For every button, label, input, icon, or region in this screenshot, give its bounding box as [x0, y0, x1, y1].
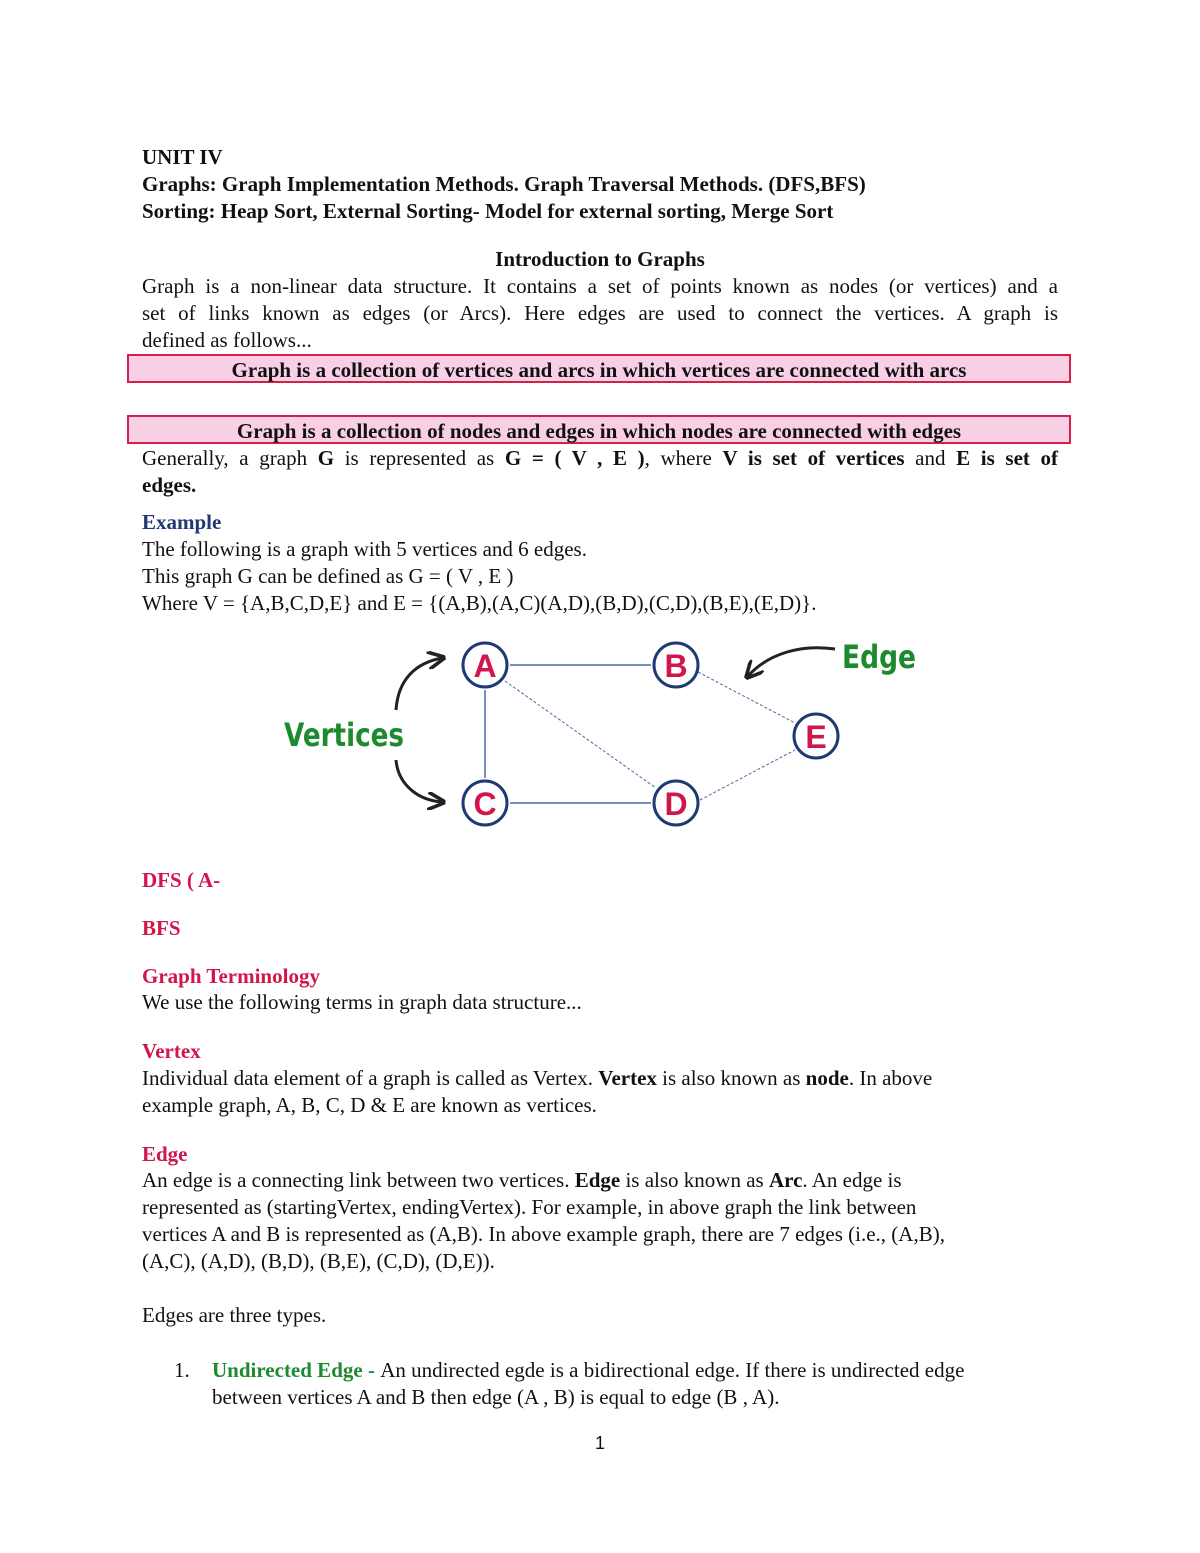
node-d [654, 781, 698, 825]
example-line-1: The following is a graph with 5 vertices and 6 edges. [142, 537, 587, 561]
svg-text:D: D [664, 786, 688, 822]
node-b [654, 643, 698, 687]
vertex-heading: Vertex [142, 1039, 201, 1063]
node-c [463, 781, 507, 825]
dfs-label: DFS ( A- [142, 868, 221, 892]
vertices-arrow-down [396, 760, 442, 802]
sorting-topics-line: Sorting: Heap Sort, External Sorting- Model for external sorting, Merge Sort [142, 199, 834, 223]
edge-line-2: represented as (startingVertex, endingVertex). For example, in above graph the link between [142, 1195, 917, 1219]
edge-b-e [698, 672, 795, 723]
node-e [794, 714, 838, 758]
list-item-number: 1. [174, 1358, 190, 1382]
graph-diagram [270, 618, 930, 838]
svg-text:E: E [805, 719, 827, 755]
page-number: 1 [594, 1433, 605, 1453]
intro-para-line-3: defined as follows... [142, 328, 312, 352]
example-line-2: This graph G can be defined as G = ( V , E ) [142, 564, 514, 588]
general-representation-line-2: edges. [142, 473, 197, 497]
terminology-intro: We use the following terms in graph data structure... [142, 990, 582, 1014]
definition-box-edges: Graph is a collection of nodes and edges in which nodes are connected with edges [127, 415, 1071, 444]
edge-types-intro: Edges are three types. [142, 1303, 327, 1327]
list-item-undirected-edge-line-2: between vertices A and B then edge (A , B) is equal to edge (B , A). [212, 1385, 780, 1409]
vertex-line-1: Individual data element of a graph is called as Vertex. Vertex is also known as node. In above [142, 1066, 933, 1090]
definition-box-arcs: Graph is a collection of vertices and arcs in which vertices are connected with arcs [127, 354, 1071, 383]
edge-line-4: (A,C), (A,D), (B,D), (B,E), (C,D), (D,E)). [142, 1249, 495, 1273]
edge-pointer-arrow [748, 648, 835, 676]
edge-heading: Edge [142, 1142, 188, 1166]
intro-para-line-2: set of links known as edges (or Arcs). Here edges are used to connect the vertices. A graph is [142, 301, 1058, 325]
svg-text:C: C [473, 786, 497, 822]
intro-title: Introduction to Graphs [495, 247, 705, 271]
intro-para-line-1: Graph is a non-linear data structure. It contains a set of points known as nodes (or vertices) and a [142, 274, 1058, 298]
edge-a-d [505, 681, 656, 788]
example-heading: Example [142, 510, 222, 534]
terminology-heading: Graph Terminology [142, 964, 320, 988]
edge-line-3: vertices A and B is represented as (A,B). In above example graph, there are 7 edges (i.e., (A,B), [142, 1222, 945, 1246]
vertex-line-2: example graph, A, B, C, D & E are known as vertices. [142, 1093, 597, 1117]
edge-label: Edge [842, 638, 916, 676]
svg-text:A: A [473, 648, 497, 684]
vertices-arrow-up [396, 658, 442, 710]
node-a [463, 643, 507, 687]
bfs-label: BFS [142, 916, 181, 940]
unit-title: UNIT IV [142, 145, 223, 169]
svg-text:B: B [664, 648, 688, 684]
vertices-label: Vertices [284, 716, 404, 754]
list-item-undirected-edge: Undirected Edge - An undirected egde is a bidirectional edge. If there is undirected edge [212, 1358, 965, 1382]
graphs-topics-line: Graphs: Graph Implementation Methods. Graph Traversal Methods. (DFS,BFS) [142, 172, 866, 196]
edge-d-e [700, 750, 795, 800]
edge-line-1: An edge is a connecting link between two vertices. Edge is also known as Arc. An edge is [142, 1168, 902, 1192]
example-line-3: Where V = {A,B,C,D,E} and E = {(A,B),(A,C)(A,D),(B,D),(C,D),(B,E),(E,D)}. [142, 591, 817, 615]
general-representation-line: Generally, a graph G is represented as G = ( V , E ), where V is set of vertices and E is set of [142, 446, 1059, 470]
